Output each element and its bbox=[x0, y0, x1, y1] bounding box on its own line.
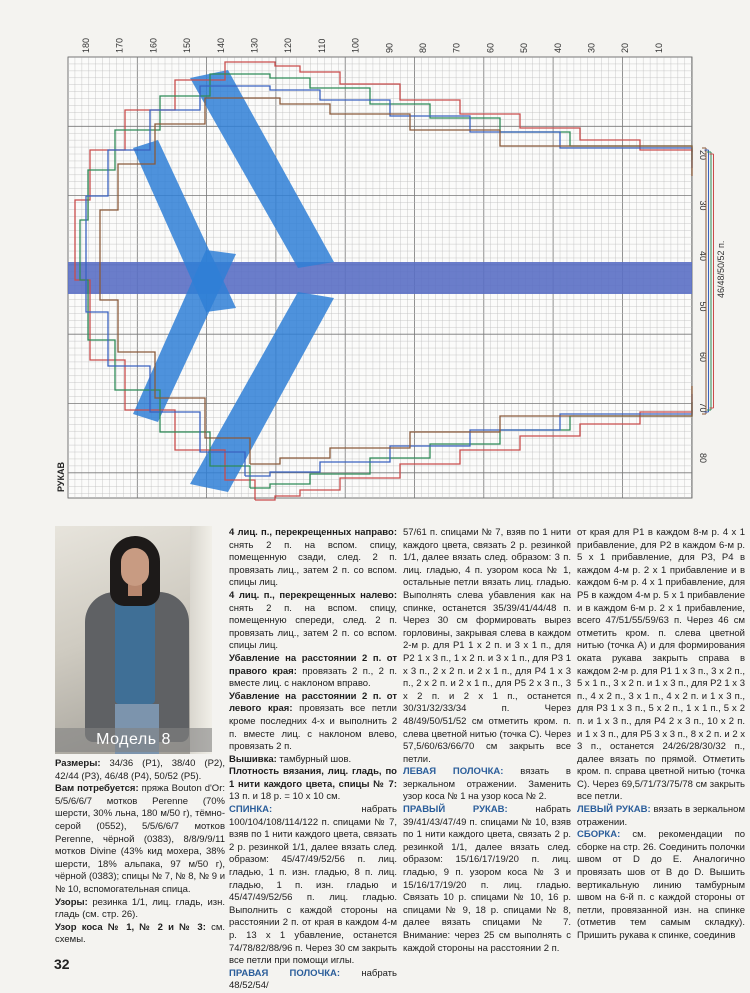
materials-text: пряжа Bouton d'Or: 5/5/6/6/7 мотков Perenne (70% шерсти, 30% льна, 180 м/50 г), тёмно-серой (0552), 5/5/6/6/7 мотков Perenne, чёрной (0383), 8/8/9/9/11 мотков Divine (43% кид мохера, 38% шерсти, 18% альпака, 97 м/50 г), чёрной (0383); спицы № 7, № 8, № 9 и № 10, вспомогательная спица. bbox=[55, 783, 225, 895]
right-tick-label: 40 bbox=[698, 251, 708, 262]
model-photo bbox=[55, 526, 212, 754]
gauge-text: 13 п. и 18 р. = 10 х 10 см. bbox=[229, 791, 341, 803]
size-bracket-label: 46/48/50/52 п. bbox=[716, 240, 726, 298]
top-tick-label: 170 bbox=[114, 37, 125, 53]
embroidery-text: тамбурный шов. bbox=[276, 753, 352, 765]
top-tick-label: 10 bbox=[653, 42, 664, 53]
cable-heading: Узор коса № 1, № 2 и № 3: bbox=[55, 921, 206, 933]
right-tick-label: 80 bbox=[698, 453, 708, 464]
cross-left-heading: 4 лиц. п., перекрещенных налево: bbox=[229, 589, 397, 601]
left-sleeve-heading: ЛЕВЫЙ РУКАВ: bbox=[577, 804, 651, 816]
top-tick-label: 50 bbox=[519, 42, 530, 53]
top-tick-label: 110 bbox=[316, 38, 327, 53]
right-sleeve-heading: ПРАВЫЙ РУКАВ: bbox=[403, 804, 508, 816]
sizes-text: 34/36 (Р1), 38/40 (Р2), 42/44 (Р3), 46/48 (Р4), 50/52 (Р5). bbox=[55, 758, 225, 782]
top-tick-label: 20 bbox=[620, 42, 631, 53]
text-column-3 bbox=[403, 527, 571, 955]
right-front-heading: ПРАВАЯ ПОЛОЧКА: bbox=[229, 967, 341, 979]
gauge-heading: Плотность вязания, лиц. гладь, по 1 нити каждого цвета, спицы № 7: bbox=[229, 766, 397, 790]
cross-right-text: снять 2 п. на вспом. спицу, помещенную сзади, след. 2 п. провязать лиц., затем 2 п. со вспом. спицы лиц. bbox=[229, 539, 397, 589]
right-tick-label: 70 bbox=[698, 402, 708, 413]
model-label: Модель 8 bbox=[55, 728, 212, 752]
sizes-heading: Размеры: bbox=[55, 758, 101, 769]
embroidery-heading: Вышивка: bbox=[229, 753, 277, 765]
top-tick-label: 160 bbox=[148, 37, 159, 53]
top-tick-label: 70 bbox=[451, 42, 462, 53]
patterns-text: резинка 1/1, лиц. гладь, изн. гладь (см. стр. 26). bbox=[55, 896, 225, 921]
sleeve-label: РУКАВ bbox=[56, 462, 66, 492]
top-tick-label: 40 bbox=[552, 42, 563, 53]
dec-right-heading: Убавление на расстоянии 2 п. от правого края: bbox=[229, 652, 397, 677]
right-sleeve-text: набрать 39/41/43/47/49 п. спицами № 10, взяв по 1 нити каждого цвета, связать 2 р. резинкой 1/1, далее вязать след. образом: 15/16/17/19/20 п. лиц. гладью, 9 п. узором коса № 3 и 15/16/17/19/20 п. лиц. гладью. Связать 10 р. спицами № 10, 16 р. спицами № 9, 18 р. спицами № 8, далее вязать спицами № 7. Внимание: через 25 см выполнять с каждой стороны на расстоянии 2 п. bbox=[403, 804, 571, 954]
text-column-1 bbox=[55, 758, 225, 947]
dec-left-heading: Убавление на расстоянии 2 п. от левого края: bbox=[229, 690, 397, 715]
right-front-cont: 57/61 п. спицами № 7, взяв по 1 нити каждого цвета, связать 2 р. резинкой 1/1, далее вязать след. образом: 3 п. лиц. гладью, 4 п. узором коса № 1, остальные петли вязать лиц. гладью. Выполнять слева убавления как на спинке, останется 35/39/41/44/48 п. Через 30 см формировать вырез горловины, закрывая слева в каждом 2-м р. для Р1 1 х 2 п. и 3 х 1 п., для Р2 1 х 3 п., 1 х 2 п. и 3 х 1 п., для Р3 1 х 3 п., 2 х 2 п. и 2 х 1 п., для Р4 1 х 3 п., 2 х 2 п. и 2 х 1 п., для Р5 2 х 3 п., 3 х 2 п. и 2 х 1 п., останется 30/31/32/33/34 п. Через 48/49/50/51/52 см отметить кром. п. слева цветной нитью (точка С). Через 57,5/60/63/66/70 см закрыть все петли. bbox=[403, 527, 571, 765]
top-tick-label: 130 bbox=[249, 37, 260, 53]
right-front-text: набрать 48/52/54/ bbox=[229, 967, 397, 992]
text-column-4 bbox=[577, 527, 745, 943]
top-tick-label: 150 bbox=[182, 37, 193, 53]
cross-right-heading: 4 лиц. п., перекрещенных направо: bbox=[229, 527, 397, 538]
materials-heading: Вам потребуется: bbox=[55, 783, 139, 795]
top-tick-label: 30 bbox=[586, 42, 597, 53]
right-tick-label: 60 bbox=[698, 352, 708, 363]
left-front-text: вязать в зеркальном отражении. Заменить узор коса № 1 на узор коса № 2. bbox=[403, 766, 571, 803]
left-front-heading: ЛЕВАЯ ПОЛОЧКА: bbox=[403, 766, 504, 778]
page-number: 32 bbox=[54, 956, 70, 972]
left-sleeve-text: вязать в зеркальном отражении. bbox=[577, 804, 745, 828]
assembly-heading: СБОРКА: bbox=[577, 829, 621, 841]
horizontal-band bbox=[68, 262, 692, 294]
top-tick-label: 180 bbox=[81, 37, 91, 53]
cable-text: см. схемы. bbox=[55, 921, 225, 946]
right-tick-label: 50 bbox=[698, 301, 708, 312]
top-tick-label: 60 bbox=[485, 42, 496, 53]
patterns-heading: Узоры: bbox=[55, 896, 88, 908]
back-heading: СПИНКА: bbox=[229, 804, 273, 816]
cross-left-text: снять 2 п. на вспом. спицу, помещенную спереди, след. 2 п. провязать лиц., затем 2 п. со вспом. спицы лиц. bbox=[229, 602, 397, 652]
top-tick-label: 120 bbox=[283, 37, 294, 53]
back-text: набрать 100/104/108/114/122 п. спицами № 7, взяв по 1 нити каждого цвета, связать 2 р. резинкой 1/1, далее вязать след. образом: 45/47/49/52/56 п. лиц. гладью, 1 п. изн. гладью, 8 п. лиц. гладью, 1 п. изн. гладью и 45/47/49/52/56 п. лиц. гладью. Выполнить с каждой стороны на расстоянии 2 п. от края в каждом 4-м р. 13 х 1 убавление, останется 74/78/82/88/96 п. Через 30 см закрыть все петли при помощи иглы. bbox=[229, 804, 397, 967]
right-tick-label: 20 bbox=[698, 150, 708, 161]
text-column-2 bbox=[229, 527, 397, 993]
top-tick-label: 140 bbox=[215, 37, 226, 53]
right-sleeve-cont: от края для Р1 в каждом 8-м р. 4 х 1 прибавление, для Р2 в каждом 6-м р. 5 х 1 прибавление, для Р3, Р4 в каждом 4-м р. 2 х 1 прибавление и в каждом 6-м р. 4 х 1 прибавление, для Р5 в каждом 4-м р. 5 х 1 прибавление и в каждом 6-м р. 2 х 1 прибавление, всего 47/51/55/59/63 п. Через 46 см отметить кром. п. слева цветной нитью (точка А) и для формирования оката рукава закрыть справа в каждом 2-м р. для Р1 1 х 3 п., 3 х 2 п., 5 х 1 п., 3 х 2 п. и 1 х 3 п., для Р2 1 х 3 п., 4 х 2 п., 3 х 1 п., 4 х 2 п. и 1 х 3 п., для Р3 1 х 3 п., 5 х 2 п., 1 х 1 п., 5 х 2 п. и 1 х 3 п., для Р4 2 х 3 п., 10 х 2 п. и 1 х 3 п., для Р5 3 х 3 п., 8 х 2 п. и 2 х 3 п., останется 24/26/28/30/32 п., далее вязать по прямой. Отметить кром. п. справа цветной нитью (точка С). Через 69,5/71/73/75/78 см закрыть все петли. bbox=[577, 527, 745, 803]
top-tick-label: 100 bbox=[350, 37, 361, 53]
right-tick-label: 30 bbox=[698, 200, 708, 211]
top-tick-label: 90 bbox=[384, 42, 395, 53]
dec-left-text: провязать все петли кроме последних 4-х и выполнить 2 п. вместе лиц. с наклоном влево, провязать 2 п. bbox=[229, 703, 397, 753]
top-tick-label: 80 bbox=[418, 42, 428, 53]
dec-right-text: провязать 2 п., 2 п. вместе лиц. с наклоном вправо. bbox=[229, 665, 397, 690]
assembly-text: см. рекомендации по сборке на стр. 26. Соединить полочки швом от D до E. Аналогично провязать шов от В до D. Вышить вертикальную линию тамбурным швом на 6-й п. с каждой стороны от петли, провязанной изн. на спинке (отметив тем самым складку). Пришить рукава к спинке, соединив bbox=[577, 829, 745, 941]
